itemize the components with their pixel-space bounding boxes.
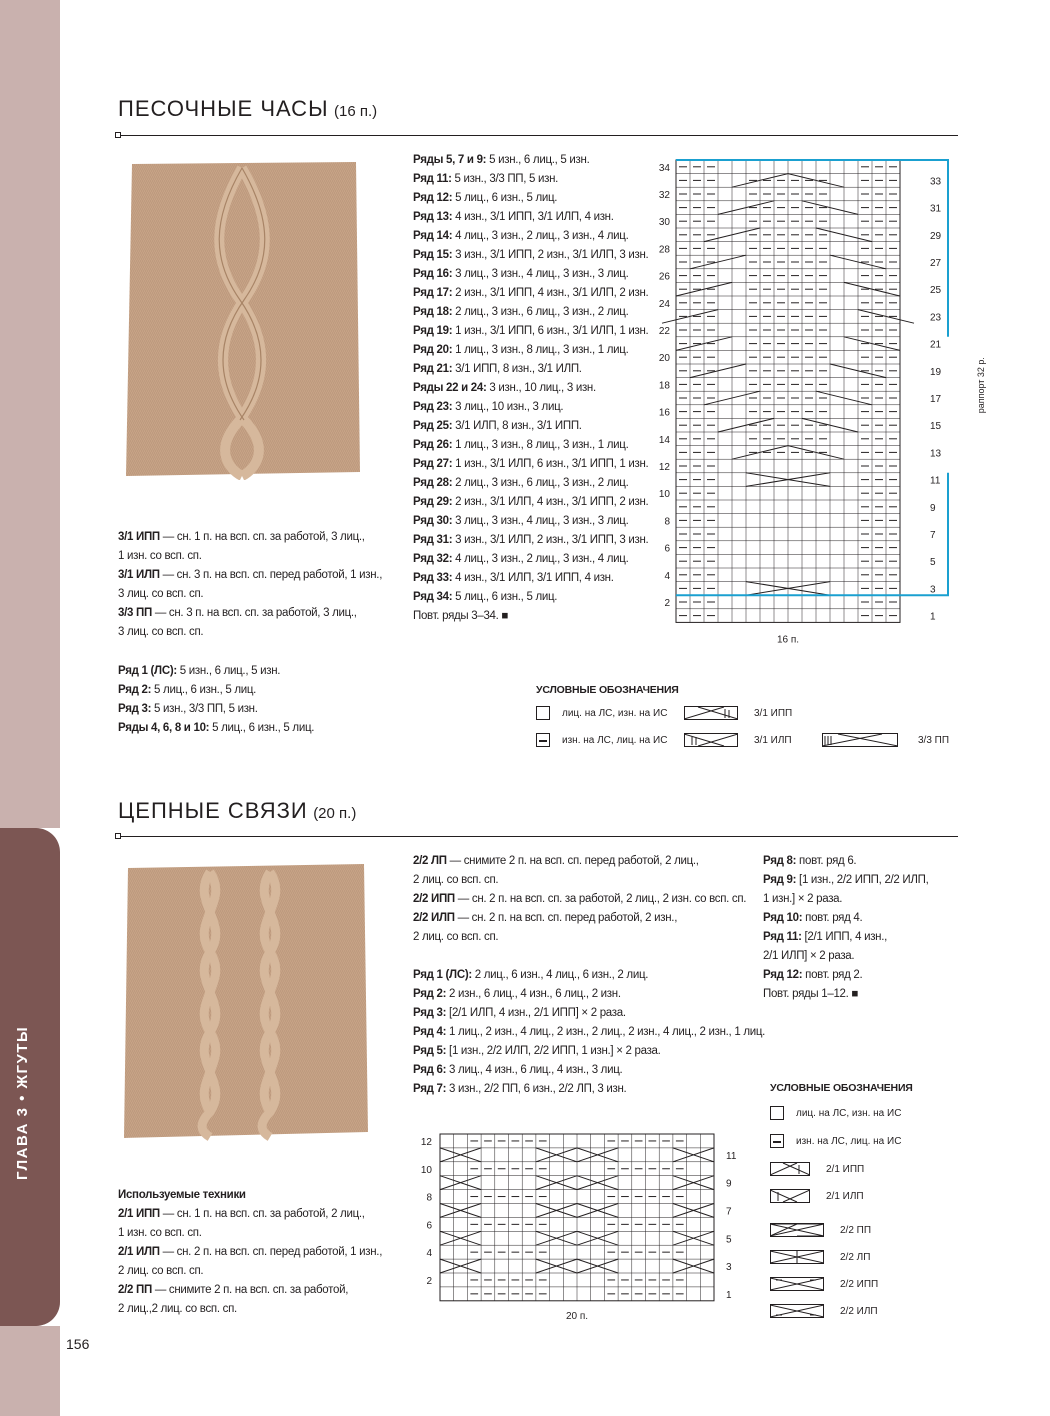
row-instruction: Ряд 33: 4 изн., 3/1 ИЛП, 3/1 ИПП, 4 изн. [413,572,614,584]
section1-rows-right [413,151,648,626]
row-instruction: Ряды 5, 7 и 9: 5 изн., 6 лиц., 5 изн. [413,154,590,166]
section1-rule [118,135,958,136]
row-instruction: Ряд 29: 2 изн., 3/1 ИЛП, 4 изн., 3/1 ИПП, 2 изн. [413,496,649,508]
section1-abbreviations: 3/1 ИПП — сн. 1 п. на всп. сп. за работой, 3 лиц., 1 изн. со всп. сп. 3/1 ИЛП — сн. 3 п. на всп. сп. перед работой, 1 изн., 3 лиц. со всп. сп. 3/3 ПП — сн. 3 п. на всп. сп. за работой, 3 лиц., 3 лиц. со всп. сп. [118,531,383,638]
row-label-even: 12 [420,1136,432,1148]
row-label-odd: 27 [930,258,942,269]
row-label-even: 30 [658,217,670,229]
section2-title: ЦЕПНЫЕ СВЯЗИ (20 п.) [118,798,357,823]
row-instruction: Ряд 16: 3 лиц., 3 изн., 4 лиц., 3 изн., 3 лиц. [413,268,629,280]
legend2-2-1-ilp: 2/1 ИЛП [770,1189,864,1203]
width-label: 16 п. [776,634,800,646]
row-instruction: Ряд 13: 4 изн., 3/1 ИПП, 3/1 ИЛП, 4 изн. [413,211,614,223]
legend-3-1-ipp: 3/1 ИПП [684,706,792,720]
row-label-even: 2 [426,1275,432,1287]
sidebar-stripe-bottom [0,1326,60,1416]
row-label-even: 18 [658,380,670,392]
row-instruction: Ряд 17: 2 изн., 3/1 ИПП, 4 изн., 3/1 ИЛП, 2 изн. [413,287,649,299]
row-label-odd: 9 [930,502,936,514]
row-label-odd: 33 [930,176,942,188]
row-label-even: 14 [658,434,670,446]
row-label-odd: 1 [726,1289,732,1301]
row-label-even: 22 [658,326,670,337]
purl-symbol-icon [536,733,550,747]
row-label-odd: 13 [930,448,942,460]
cable-3-3-right-icon [822,733,898,747]
chain-links-chart [416,1124,756,1324]
row-instruction: Ряд 11: 5 изн., 3/3 ПП, 5 изн. [413,173,559,185]
sidebar-stripe-top [0,0,60,828]
row-instruction: Ряд 20: 1 лиц., 3 изн., 8 лиц., 3 изн., 1 лиц. [413,344,629,356]
legend2-purl: изн. на ЛС, лиц. на ИС [770,1134,901,1148]
legend-knit: лиц. на ЛС, изн. на ИС [536,706,667,720]
row-label-even: 10 [420,1164,432,1176]
repeat-label: раппорт 32 р. [976,357,986,414]
row-label-odd: 19 [930,366,942,378]
row-label-even: 4 [664,570,670,582]
section1-rows-left: Ряд 1 (ЛС): 5 изн., 6 лиц., 5 изн. Ряд 2: 5 лиц., 6 изн., 5 лиц. Ряд 3: 5 изн., 3/3 ПП, 5 изн. Ряды 4, 6, 8 и 10: 5 лиц., 6 изн., 5 лиц. [118,665,315,734]
purl-symbol-icon [770,1134,784,1148]
row-label-even: 2 [664,598,670,609]
cable-2-1-left-icon [770,1189,810,1203]
row-instruction: Ряд 15: 3 изн., 3/1 ИПП, 2 изн., 3/1 ИЛП, 3 изн. [413,249,649,261]
legend-3-1-ilp: 3/1 ИЛП [684,733,792,747]
row-label-odd: 31 [930,203,942,215]
legend2-2-1-ipp: 2/1 ИПП [770,1162,864,1176]
legend2-2-2-pp: 2/2 ПП [770,1223,871,1237]
section1-legend-title: УСЛОВНЫЕ ОБОЗНАЧЕНИЯ [536,684,679,696]
row-instruction: Ряд 31: 3 изн., 3/1 ИЛП, 2 изн., 3/1 ИПП, 3 изн. [413,534,649,546]
row-label-odd: 29 [930,230,942,242]
cable-2-2-purl-right-icon [770,1277,824,1291]
section2-rule [118,836,958,837]
cable-2-2-purl-left-icon [770,1304,824,1318]
section2-abbreviations: 2/2 ЛП — снимите 2 п. на всп. сп. перед работой, 2 лиц., 2 лиц. со всп. сп. 2/2 ИПП — сн. 2 п. на всп. сп. за работой, 2 лиц., 2 изн. со всп. сп. 2/2 ИЛП — сн. 2 п. на всп. сп. перед работой, 2 изн., 2 лиц. со всп. сп. [413,855,747,943]
row-label-even: 10 [658,489,670,501]
row-label-even: 8 [664,516,670,528]
row-instruction: Ряд 26: 1 лиц., 3 изн., 8 лиц., 3 изн., 1 лиц. [413,439,629,451]
repeat-note: Повт. ряды 3–34. ■ [413,610,509,622]
row-label-even: 28 [658,244,670,256]
row-instruction: Ряд 32: 4 лиц., 3 изн., 2 лиц., 3 изн., 4 лиц. [413,553,629,565]
swatch-photo-hourglass [120,160,364,480]
page-number: 156 [66,1336,90,1352]
legend2-knit: лиц. на ЛС, изн. на ИС [770,1106,901,1120]
row-label-even: 4 [426,1248,432,1260]
legend2-2-2-lp: 2/2 ЛП [770,1250,870,1264]
row-label-odd: 11 [930,475,941,487]
row-label-even: 20 [658,353,670,365]
row-label-even: 6 [664,543,670,555]
row-instruction: Ряд 14: 4 лиц., 3 изн., 2 лиц., 3 изн., 4 лиц. [413,230,629,242]
row-instruction: Ряд 21: 3/1 ИПП, 8 изн., 3/1 ИЛП. [413,363,582,375]
row-label-odd: 23 [930,312,942,324]
row-label-odd: 5 [726,1234,732,1246]
row-label-odd: 7 [930,530,936,541]
row-label-even: 12 [658,462,670,473]
row-label-even: 34 [658,162,670,174]
cable-2-2-right-icon [770,1223,824,1237]
row-label-odd: 25 [930,285,942,297]
row-label-even: 24 [658,298,670,310]
row-label-odd: 3 [930,584,936,596]
row-instruction: Ряд 30: 3 лиц., 3 изн., 4 лиц., 3 изн., 3 лиц. [413,515,629,527]
legend-3-3-pp: 3/3 ПП [822,733,949,747]
row-label-odd: 1 [930,611,936,623]
row-instruction: Ряд 34: 5 лиц., 6 изн., 5 лиц. [413,591,558,603]
knit-symbol-icon [536,706,550,720]
row-label-odd: 3 [726,1262,732,1274]
row-label-even: 32 [658,190,670,201]
legend-purl: изн. на ЛС, лиц. на ИС [536,733,667,747]
row-label-odd: 15 [930,421,942,433]
row-label-even: 8 [426,1192,432,1204]
section2-legend-title: УСЛОВНЫЕ ОБОЗНАЧЕНИЯ [770,1082,913,1094]
section2-techniques: Используемые техники 2/1 ИПП — сн. 1 п. на всп. сп. за работой, 2 лиц., 1 изн. со всп. сп. 2/1 ИЛП — сн. 2 п. на всп. сп. перед работой, 1 изн., 2 лиц. со всп. сп. 2/2 ПП — снимите 2 п. на всп. сп. за работой, 2 лиц.,2 лиц. со всп. сп. [118,1189,383,1315]
knit-symbol-icon [770,1106,784,1120]
row-instruction: Ряд 19: 1 изн., 3/1 ИПП, 6 изн., 3/1 ИЛП, 1 изн. [413,325,649,337]
section2-rows-mid: Ряд 1 (ЛС): 2 лиц., 6 изн., 4 лиц., 6 изн., 2 лиц. Ряд 2: 2 изн., 6 лиц., 4 изн., 6 лиц., 2 изн. Ряд 3: [2/1 ИЛП, 4 изн., 2/1 ИПП] × 2 раза. Ряд 4: 1 лиц., 2 изн., 4 лиц., 2 изн., 2 лиц., 2 изн., 4 лиц., 2 изн., 1 лиц. Ряд 5: [1 изн., 2/2 ИЛП, 2/2 ИПП, 1 изн.] × 2 раза. Ряд 6: 3 лиц., 4 изн., 6 лиц., 4 изн., 3 лиц. Ряд 7: 3 изн., 2/2 ПП, 6 изн., 2/2 ЛП, 3 изн. [413,969,766,1095]
cable-2-1-right-icon [770,1162,810,1176]
row-instruction: Ряд 28: 2 лиц., 3 изн., 6 лиц., 3 изн., 2 лиц. [413,477,629,489]
cable-2-2-left-icon [770,1250,824,1264]
section1-rule-dot [115,132,121,138]
cable-3-1-right-icon [684,706,738,720]
row-label-odd: 21 [930,339,942,351]
legend2-2-2-ilp: 2/2 ИЛП [770,1304,878,1318]
row-label-odd: 11 [726,1150,737,1162]
row-instruction: Ряд 25: 3/1 ИЛП, 8 изн., 3/1 ИПП. [413,420,582,432]
row-instruction: Ряд 18: 2 лиц., 3 изн., 6 лиц., 3 изн., 2 лиц. [413,306,629,318]
row-label-odd: 7 [726,1206,732,1218]
width-label: 20 п. [565,1310,589,1322]
legend2-2-2-ipp: 2/2 ИПП [770,1277,878,1291]
row-label-odd: 5 [930,557,936,569]
cable-3-1-left-icon [684,733,738,747]
row-instruction: Ряды 22 и 24: 3 изн., 10 лиц., 3 изн. [413,382,596,394]
row-instruction: Ряд 27: 1 изн., 3/1 ИЛП, 6 изн., 3/1 ИПП, 1 изн. [413,458,649,470]
swatch-photo-chain-links [120,862,370,1142]
hourglass-chart [648,150,986,650]
section1-title: ПЕСОЧНЫЕ ЧАСЫ (16 п.) [118,96,378,121]
row-label-even: 26 [658,271,670,283]
row-label-even: 6 [426,1220,432,1232]
row-label-even: 16 [658,407,670,419]
row-label-odd: 9 [726,1178,732,1190]
section2-rows-right: Ряд 8: повт. ряд 6. Ряд 9: [1 изн., 2/2 ИПП, 2/2 ИЛП, 1 изн.] × 2 раза. Ряд 10: повт. ряд 4. Ряд 11: [2/1 ИПП, 4 изн., 2/1 ИЛП] × 2 раза. Ряд 12: повт. ряд 2. Повт. ряды 1–12. ■ [763,855,929,1000]
row-instruction: Ряд 12: 5 лиц., 6 изн., 5 лиц. [413,192,558,204]
row-instruction: Ряд 23: 3 лиц., 10 изн., 3 лиц. [413,401,564,413]
row-label-odd: 17 [930,394,942,405]
section2-rule-dot [115,833,121,839]
